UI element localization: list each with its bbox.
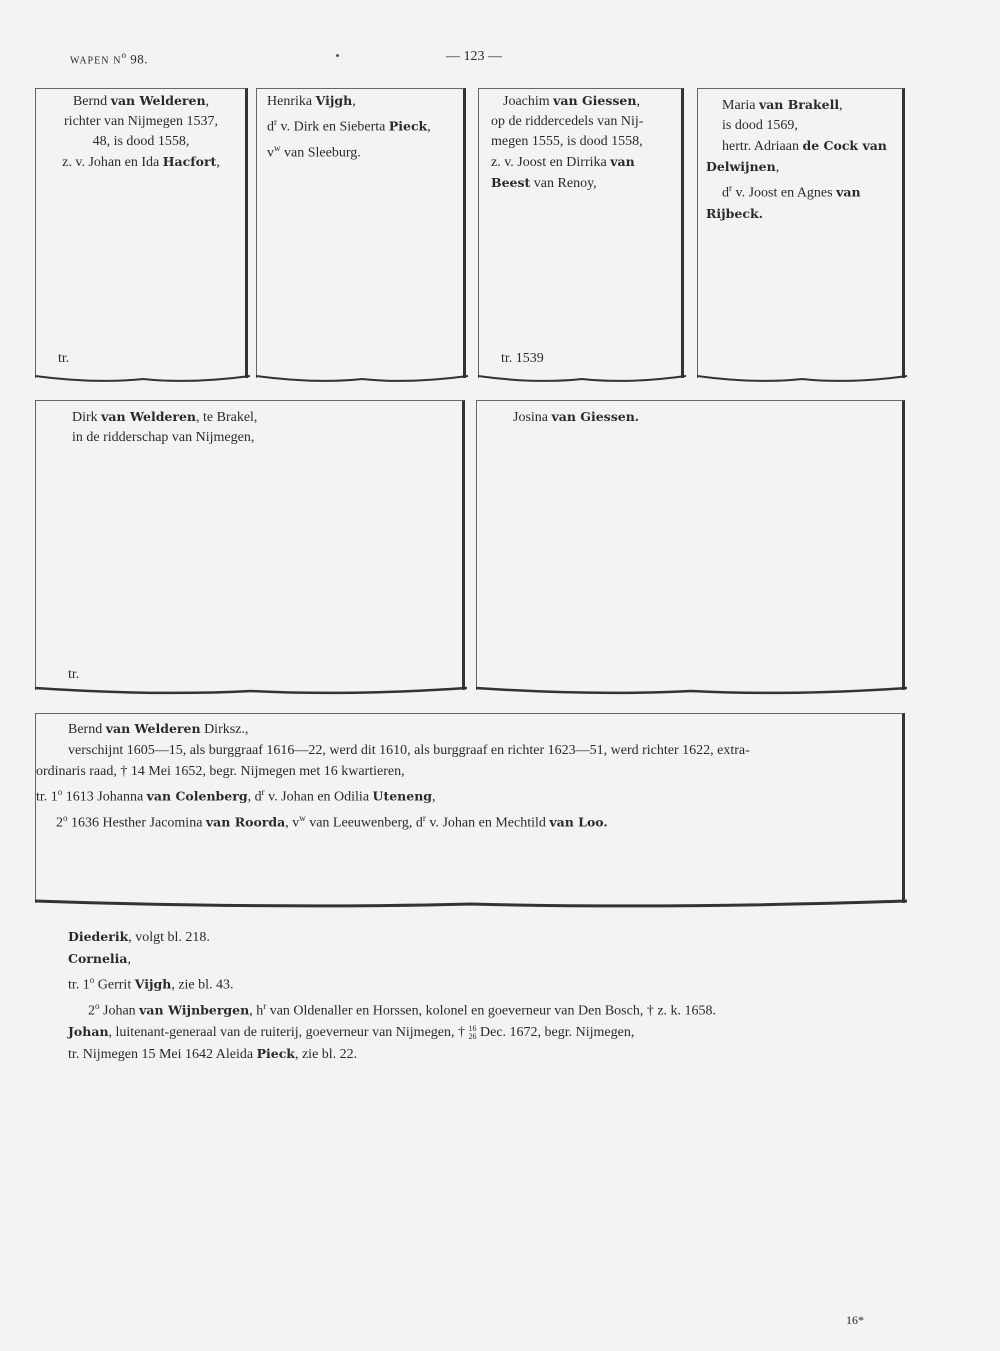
marriage-label: tr. (68, 667, 80, 682)
ancestor-text: Bernd van Welderen Dirksz., verschijnt 1605—15, als burggraaf 1616—22, werd dit 1610, als burggraaf en richter 1623—51, werd richter 1622, extra- ordinaris raad, † 14 Mei 1652, begr. Nijmegen met 16 kwartieren, tr. 1$^o$ 1613 Johanna van Colenberg, $d^r$ v. Johan en Odilia Uteneng, 2$^o$ 1636 Hesther Jacomina van Roorda, $v^w$ van Leeuwenberg, $d^r$ v. Johan en Mechtild van Loo. (36, 721, 750, 831)
ancestor-text: Josina van Giessen. (513, 409, 640, 425)
brace-decoration (35, 374, 251, 394)
brace-decoration (476, 686, 908, 706)
ancestor-text: Henrika Vijgh, $d^r$ v. Dirk en Sieberta Pieck, $v^w$ van Sleeburg. (267, 93, 431, 161)
brace-decoration (35, 899, 908, 919)
header-wapen: WAPEN $N^o$ 98. (70, 50, 148, 67)
ancestor-box-henrika (256, 88, 466, 378)
ancestor-text: Bernd van Welderen, richter van Nijmegen 1537, 48, is dood 1558, z. v. Johan en Ida Hacfort, (62, 93, 220, 170)
children-list (68, 926, 716, 1065)
ancestor-box-bernd-dirksz (35, 713, 905, 903)
ancestor-text: Dirk van Welderen, te Brakel, in de ridderschap van Nijmegen, (72, 409, 258, 445)
child-cornelia: Cornelia, (68, 951, 132, 967)
child-johan: Johan, luitenant-generaal van de ruiterij, goeverneur van Nijmegen, † 16 26 Dec. 1672, begr. Nijmegen, (68, 1024, 635, 1042)
brace-decoration (478, 374, 687, 394)
marriage-johan: tr. Nijmegen 15 Mei 1642 Aleida Pieck, zie bl. 22. (68, 1046, 358, 1063)
ancestor-text: Maria van Brakell, is dood 1569, hertr. Adriaan de Cock van Delwijnen, $d^r$ v. Joost en Agnes van Rijbeck. (706, 97, 887, 221)
page-number-header: — 123 — (446, 49, 502, 64)
page-signature: 16* (846, 1313, 864, 1327)
ancestor-text: Joachim van Giessen, op de riddercedels van Nij- megen 1555, is dood 1558, z. v. Joost en Dirrika van Beest van Renoy, (491, 93, 644, 191)
marriage-2: 2$^o$ Johan van Wijnbergen, $h^r$ van Oldenaller en Horssen, kolonel en goeverneur van Den Bosch, † z. k. 1658. (88, 1000, 717, 1019)
ancestor-box-joachim (478, 88, 684, 378)
ancestor-box-bernd (35, 88, 248, 378)
marriage-label: tr. (58, 351, 70, 366)
marriage-1: tr. 1$^o$ Gerrit Vijgh, zie bl. 43. (68, 975, 234, 993)
ancestor-box-josina (476, 400, 905, 690)
ancestor-box-maria (697, 88, 905, 378)
brace-decoration (256, 374, 469, 394)
ancestor-box-dirk (35, 400, 465, 690)
brace-decoration (35, 686, 468, 706)
child-diederik: Diederik, volgt bl. 218. (68, 929, 210, 945)
marriage-label: tr. 1539 (501, 351, 544, 366)
brace-decoration (697, 374, 908, 394)
header-dot (336, 54, 339, 57)
